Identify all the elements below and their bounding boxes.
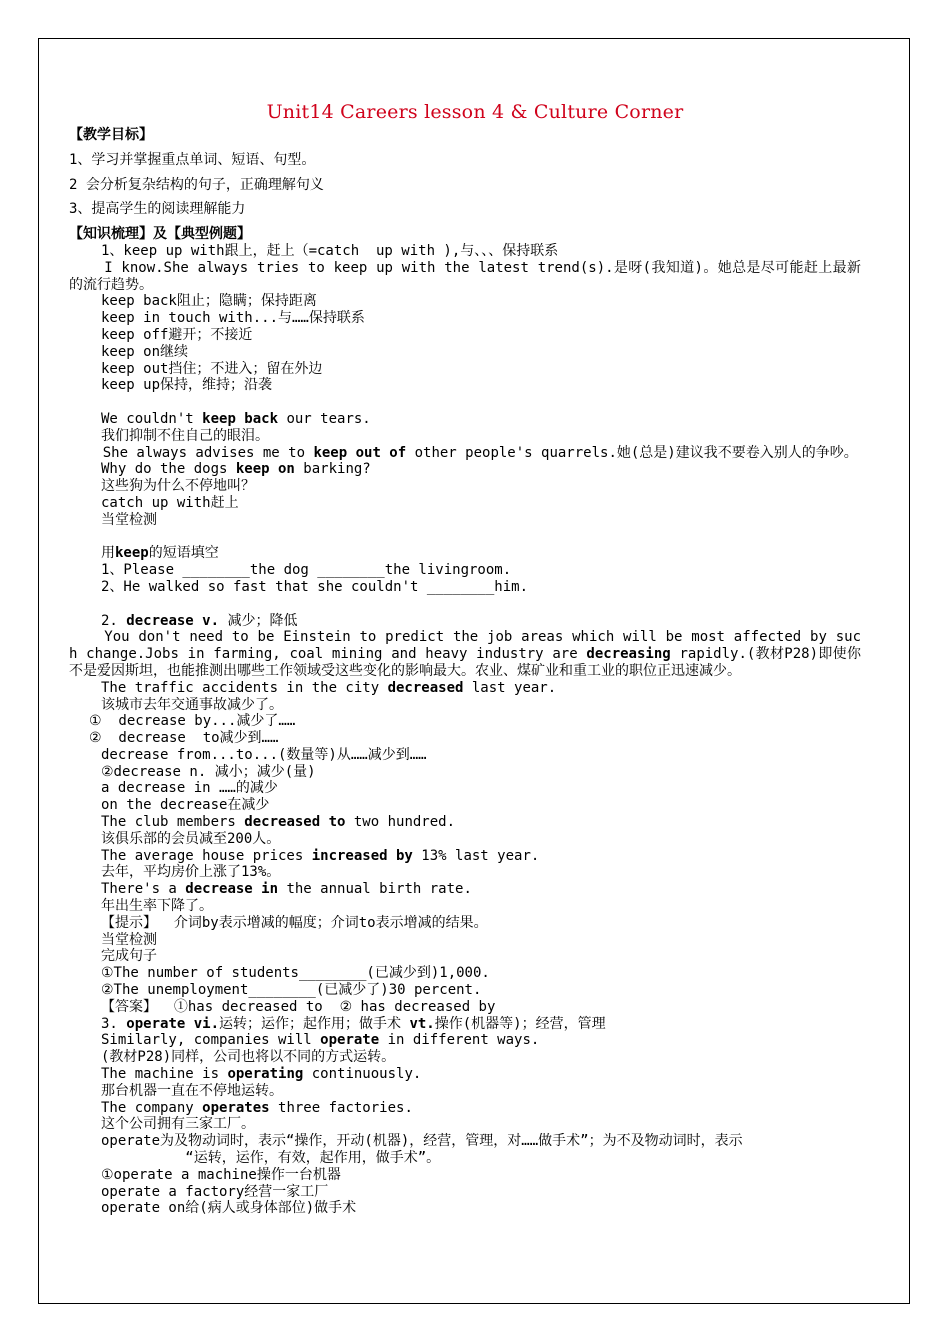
text-run: keep on继续 <box>101 343 189 360</box>
text-run: “运转，运作，有效，起作用，做手术”。 <box>101 1150 441 1167</box>
text-line <box>69 1016 861 1033</box>
text-line <box>69 495 861 512</box>
text-line <box>69 948 861 965</box>
text-line <box>69 848 861 865</box>
text-line <box>69 579 861 596</box>
text-run: 2、He walked so fast that she couldn't ________him. <box>101 578 529 595</box>
text-line <box>69 1184 861 1201</box>
paragraph-gap <box>69 169 861 177</box>
text-line <box>69 680 861 697</box>
text-run: 用 <box>101 545 115 562</box>
text-line <box>69 629 861 679</box>
text-line <box>69 730 861 747</box>
text-run: 我们抑制不住自己的眼泪。 <box>101 427 269 444</box>
text-line <box>69 965 861 982</box>
section-heading <box>69 127 861 144</box>
text-line <box>69 428 861 445</box>
text-line <box>69 344 861 361</box>
text-run: ① decrease by...减少了…… <box>89 713 296 730</box>
text-run: on the decrease在减少 <box>101 797 270 814</box>
page-title: Unit14 Careers lesson 4 & Culture Corner <box>266 101 684 123</box>
text-run: other people's quarrels.她(总是)建议我不要卷入别人的争吵。 <box>406 444 858 461</box>
text-line <box>69 1066 861 1083</box>
text-line <box>69 1167 861 1184</box>
text-line <box>69 562 861 579</box>
text-line <box>69 780 861 797</box>
text-run: keep up保持，维持；沿袭 <box>101 377 273 394</box>
text-run: two hundred. <box>345 814 456 831</box>
text-line <box>69 814 861 831</box>
text-line <box>69 512 861 529</box>
text-run: last year. <box>463 679 557 696</box>
text-line <box>69 881 861 898</box>
text-run: 当堂检测 <box>101 511 157 528</box>
text-run: a decrease in ……的减少 <box>101 780 278 797</box>
text-run: We couldn't <box>101 410 203 427</box>
text-line <box>69 697 861 714</box>
text-run: Why do the dogs <box>101 461 236 478</box>
bold-phrase: decrease v. <box>126 612 220 629</box>
blank-line <box>69 394 861 411</box>
text-line <box>69 260 861 294</box>
text-line <box>69 545 861 562</box>
text-run: our tears. <box>278 410 371 427</box>
text-line <box>69 478 861 495</box>
text-run: 该城市去年交通事故减少了。 <box>101 696 283 713</box>
text-line <box>69 201 861 218</box>
text-line <box>69 747 861 764</box>
text-run: She always advises me to <box>69 444 314 461</box>
text-line <box>69 1116 861 1133</box>
bold-phrase: keep out of <box>313 444 407 461</box>
text-run: ②The unemployment________(已减少了)30 percent. <box>101 982 482 999</box>
text-line <box>69 864 861 881</box>
text-run: keep out挡住；不进入；留在外边 <box>101 360 323 377</box>
text-line <box>69 1150 861 1167</box>
text-line <box>69 764 861 781</box>
text-run: 【教学目标】 <box>69 127 153 143</box>
text-run: There's a <box>101 881 186 898</box>
text-run: 当堂检测 <box>101 931 157 948</box>
text-line <box>69 152 861 169</box>
text-line <box>69 999 861 1016</box>
text-run: decrease from...to...(数量等)从……减少到…… <box>101 746 427 763</box>
text-run: 运转；运作；起作用；做手术 <box>219 1015 410 1032</box>
text-line <box>69 293 861 310</box>
text-run: 3. <box>101 1015 127 1032</box>
bold-phrase: increased by <box>311 847 413 864</box>
text-line <box>69 1032 861 1049</box>
text-run: the annual birth rate. <box>278 881 472 898</box>
bold-phrase: operating <box>227 1066 304 1083</box>
text-run: 13% last year. <box>412 847 540 864</box>
text-run: You don't need to be Einstein to predict the job areas which will be most affected by such change.Jobs in farming, coal mining and heavy industry are <box>69 629 861 663</box>
text-line <box>69 713 861 730</box>
text-line <box>69 177 861 194</box>
text-line <box>69 1200 861 1217</box>
text-run: ② decrease to减少到…… <box>89 730 279 747</box>
text-run: (教材P28)同样，公司也将以不同的方式运转。 <box>101 1049 396 1066</box>
text-line <box>69 613 861 630</box>
text-run: Similarly, companies will <box>101 1032 321 1049</box>
section-heading <box>69 226 861 243</box>
text-run: keep off避开；不接近 <box>101 326 253 343</box>
text-run: 1、keep up with跟上，赶上（=catch up with ),与、、、保持联系 <box>101 242 559 259</box>
text-run: 那台机器一直在不停地运转。 <box>101 1082 283 1099</box>
blank-line <box>69 529 861 546</box>
text-run: catch up with赶上 <box>101 494 239 511</box>
text-run: 3、提高学生的阅读理解能力 <box>69 201 246 218</box>
text-line <box>69 898 861 915</box>
bold-phrase: keep <box>115 545 149 562</box>
text-run: ①operate a machine操作一台机器 <box>101 1166 341 1183</box>
text-line <box>69 243 861 260</box>
text-line <box>69 797 861 814</box>
text-line <box>69 310 861 327</box>
text-line <box>69 915 861 932</box>
text-line <box>69 327 861 344</box>
text-run: barking? <box>294 461 371 478</box>
bold-phrase: decreased <box>387 679 464 696</box>
text-line <box>69 831 861 848</box>
bold-phrase: decreased to <box>244 814 346 831</box>
text-run: operate a factory经营一家工厂 <box>101 1183 329 1200</box>
text-line <box>69 1133 861 1150</box>
text-run: operate on给(病人或身体部位)做手术 <box>101 1200 357 1217</box>
paragraph-gap <box>69 218 861 226</box>
text-line <box>69 1083 861 1100</box>
text-line <box>69 377 861 394</box>
text-run: The machine is <box>101 1066 228 1083</box>
text-run: 这个公司拥有三家工厂。 <box>101 1116 255 1133</box>
text-run: I know.She always tries to keep up with the latest trend(s).是呀(我知道)。她总是尽可能赶上最新的流行趋势。 <box>69 259 861 293</box>
text-line <box>69 361 861 378</box>
text-run: 完成句子 <box>101 948 157 965</box>
text-run: 的短语填空 <box>148 545 219 562</box>
text-line <box>69 932 861 949</box>
text-run: 【提示】 介词by表示增减的幅度；介词to表示增减的结果。 <box>101 914 488 931</box>
text-run: operate为及物动词时，表示“操作，开动(机器)，经营，管理，对……做手术”；为不及物动词时，表示 <box>101 1133 743 1150</box>
text-run: 1、Please ________the dog ________the livingroom. <box>101 562 512 579</box>
text-line <box>69 411 861 428</box>
text-run: three factories. <box>269 1099 413 1116</box>
text-run: 2. <box>101 612 127 629</box>
bold-phrase: decreasing <box>586 646 671 663</box>
text-line <box>69 1049 861 1066</box>
text-run: rapidly.(教材P28)即使你不是爱因斯坦，也能推测出哪些工作领域受这些变化的影响最大。农业、煤矿业和重工业的职位正迅速减少。 <box>69 646 861 679</box>
text-run: ②decrease n. 减小；减少(量) <box>101 763 316 780</box>
text-line <box>69 1100 861 1117</box>
text-line <box>69 445 861 462</box>
bold-phrase: keep back <box>202 410 279 427</box>
text-run: The club members <box>101 814 245 831</box>
bold-phrase: vt. <box>409 1015 435 1032</box>
text-line <box>69 982 861 999</box>
text-run: keep in touch with...与……保持联系 <box>101 310 365 327</box>
bold-phrase: decrease in <box>185 881 279 898</box>
document-body <box>69 127 861 1217</box>
paragraph-gap <box>69 144 861 152</box>
bold-phrase: operates <box>202 1099 270 1116</box>
text-run: 操作(机器等)；经营，管理 <box>434 1015 606 1032</box>
text-run: 去年，平均房价上涨了13%。 <box>101 864 281 881</box>
text-run: 2 会分析复杂结构的句子，正确理解句义 <box>69 176 324 193</box>
bold-phrase: keep on <box>235 461 295 478</box>
text-run: 该俱乐部的会员减至200人。 <box>101 830 281 847</box>
text-run: 【知识梳理】及【典型例题】 <box>69 226 251 243</box>
text-run: The company <box>101 1099 203 1116</box>
text-run: The traffic accidents in the city <box>101 679 388 696</box>
bold-phrase: operate vi. <box>126 1015 220 1032</box>
blank-line <box>69 596 861 613</box>
text-run: 1、学习并掌握重点单词、短语、句型。 <box>69 151 316 168</box>
text-run: 减少；降低 <box>219 612 298 629</box>
text-run: ①The number of students________(已减少到)1,000. <box>101 965 490 982</box>
text-run: 【答案】 ①has decreased to ② has decreased by <box>101 998 496 1015</box>
bold-phrase: operate <box>320 1032 380 1049</box>
text-run: 年出生率下降了。 <box>101 898 213 915</box>
text-run: keep back阻止；隐瞒；保持距离 <box>101 293 317 310</box>
text-run: in different ways. <box>379 1032 540 1049</box>
text-run: continuously. <box>303 1066 422 1083</box>
text-run: The average house prices <box>101 847 312 864</box>
text-line <box>69 461 861 478</box>
text-run: 这些狗为什么不停地叫？ <box>101 478 255 495</box>
